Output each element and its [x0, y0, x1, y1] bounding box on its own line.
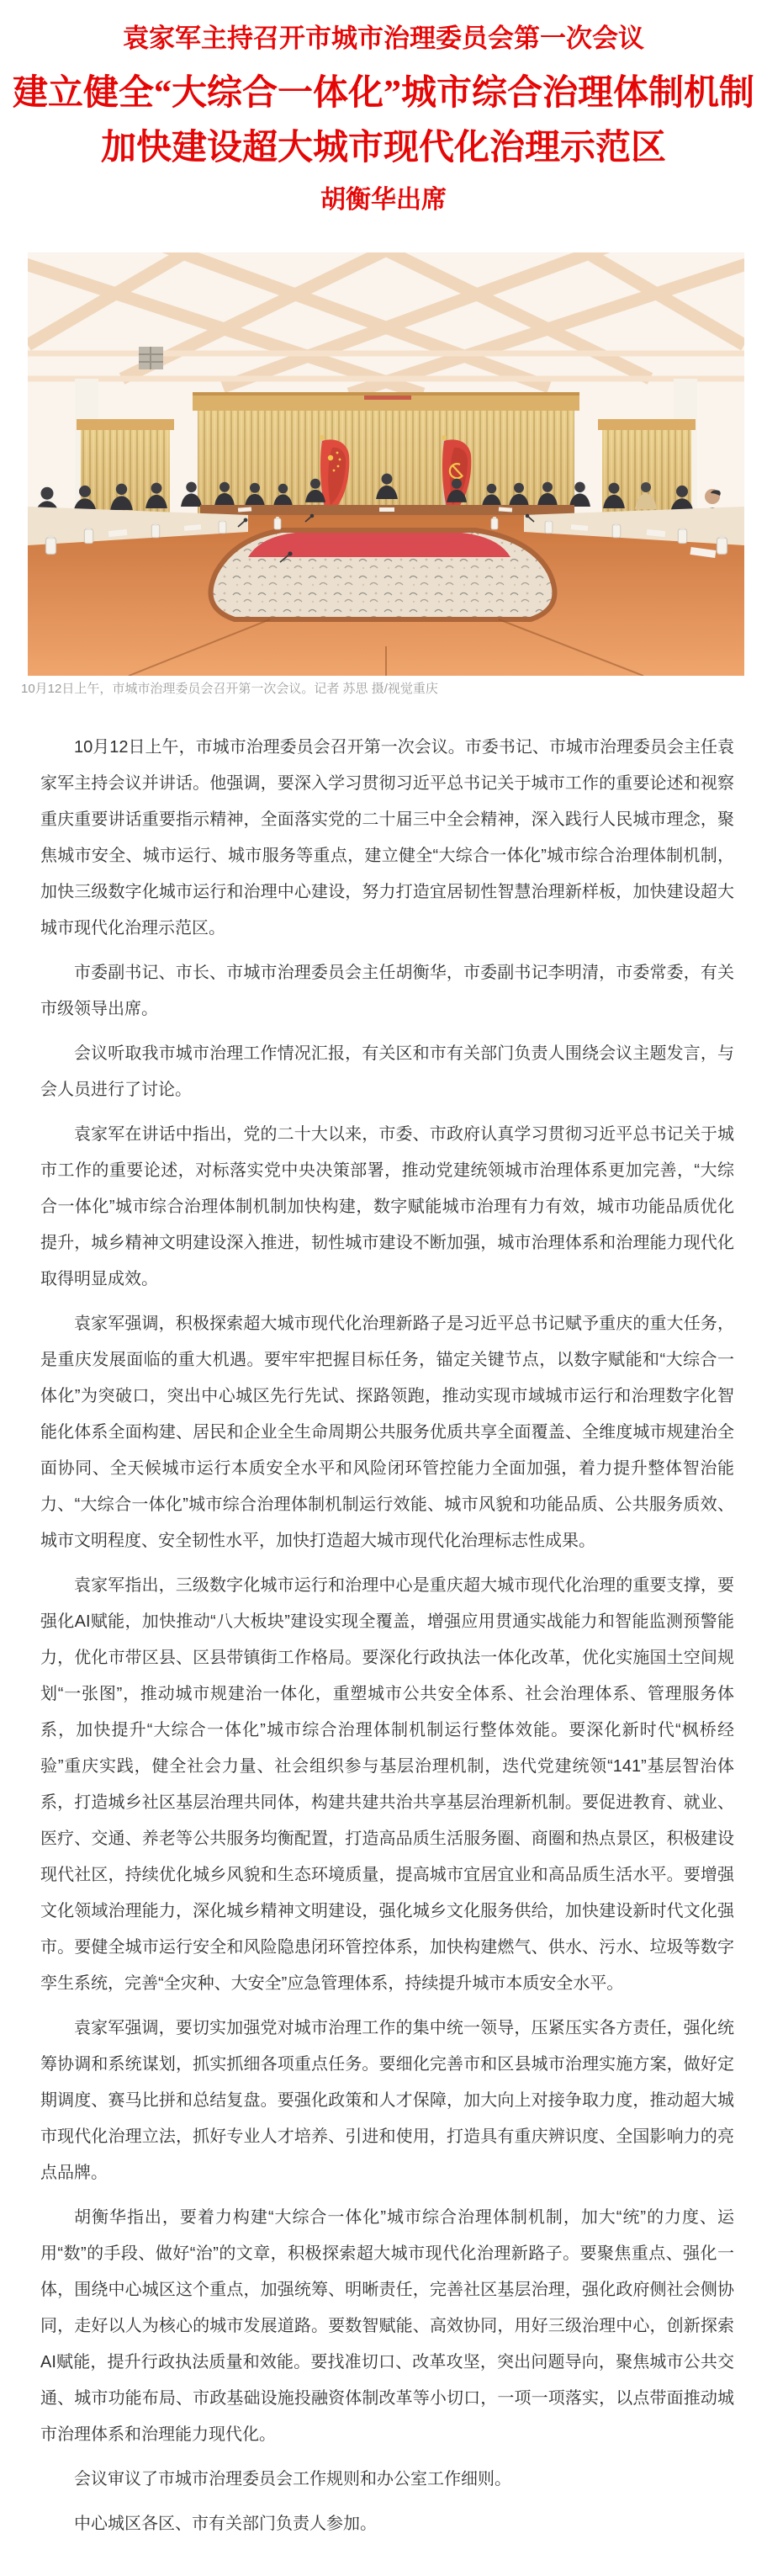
photo-caption: 10月12日上午，市城市治理委员会召开第一次会议。记者 苏思 摄/视觉重庆: [21, 682, 438, 697]
headline-block: [0, 23, 767, 215]
article-body: [0, 698, 767, 2576]
headline-line-1: 袁家军主持召开市城市治理委员会第一次会议: [123, 24, 644, 53]
paragraph-8: 胡衡华指出，要着力构建“大综合一体化”城市综合治理体制机制，加大“统”的力度、运用“数”的手段、做好“治”的文章，积极探索超大城市现代化治理新路子。要聚焦重点、强化一体，围绕中心城区这个重点，加强统筹、明晰责任，完善社区基层治理，强化政府侧社会侧协同，走好以人为核心的城市发展道路。要数智赋能、高效协同，用好三级治理中心，创新探索AI赋能，提升行政执法质量和效能。要找准切口、改革攻坚，突出问题导向，聚焦城市公共交通、城市功能布局、市政基础设施投融资体制改革等小切口，一项一项落实，以点带面推动城市治理体系和治理能力现代化。: [40, 2208, 734, 2445]
headline-line-4: 胡衡华出席: [320, 186, 447, 215]
paragraph-4: 袁家军在讲话中指出，党的二十大以来，市委、市政府认真学习贯彻习近平总书记关于城市工作的重要论述，对标落实党中央决策部署，推动党建统领城市治理体系更加完善，“大综合一体化”城市综合治理体制机制加快构建，数字赋能城市治理有力有效，城市功能品质优化提升，城乡精神文明建设深入推进，韧性城市建设不断加强，城市治理体系和治理能力现代化取得明显成效。: [40, 1125, 734, 1289]
paragraph-5: 袁家军强调，积极探索超大城市现代化治理新路子是习近平总书记赋予重庆的重大任务，是重庆发展面临的重大机遇。要牢牢把握目标任务，锚定关键节点，以数字赋能和“大综合一体化”为突破口，突出中心城区先行先试、探路领跑，推动实现市域城市运行和治理数字化智能化体系全面构建、居民和企业全生命周期公共服务优质共享全面覆盖、全维度城市规建治全面协同、全天候城市运行本质安全水平和风险闭环管控能力全面加强，着力提升整体智治能力、“大综合一体化”城市综合治理体制机制运行效能、城市风貌和功能品质、公共服务质效、城市文明程度、安全韧性水平，加快打造超大城市现代化治理标志性成果。: [40, 1315, 734, 1551]
paragraph-7: 袁家军强调，要切实加强党对城市治理工作的集中统一领导，压紧压实各方责任，强化统筹协调和系统谋划，抓实抓细各项重点任务。要细化完善市和区县城市治理实施方案，做好定期调度、赛马比拼和总结复盘。要强化政策和人才保障，加大向上对接争取力度，推动超大城市现代化治理立法，抓好专业人才培养、引进和使用，打造具有重庆辨识度、全国影响力的亮点品牌。: [40, 2019, 734, 2183]
headline-line-3: 加快建设超大城市现代化治理示范区: [100, 129, 666, 168]
paragraph-9: 会议审议了市城市治理委员会工作规则和办公室工作细则。: [74, 2470, 511, 2489]
paragraph-1: 10月12日上午，市城市治理委员会召开第一次会议。市委书记、市城市治理委员会主任袁家军主持会议并讲话。他强调，要深入学习贯彻习近平总书记关于城市工作的重要论述和视察重庆重要讲话重要指示精神，全面落实党的二十届三中全会精神，深入践行人民城市理念，聚焦城市安全、城市运行、城市服务等重点，建立健全“大综合一体化”城市综合治理体制机制，加快三级数字化城市运行和治理中心建设，努力打造宜居韧性智慧治理新样板，加快建设超大城市现代化治理示范区。: [40, 738, 734, 938]
paragraph-2: 市委副书记、市长、市城市治理委员会主任胡衡华，市委副书记李明清，市委常委，有关市级领导出席。: [40, 964, 734, 1019]
photo-tint: [28, 252, 744, 676]
headline-line-2: 建立健全“大综合一体化”城市综合治理体制机制: [12, 73, 754, 113]
meeting-photo-figure: [0, 252, 767, 698]
paragraph-3: 会议听取我市城市治理工作情况汇报，有关区和市有关部门负责人围绕会议主题发言，与会人员进行了讨论。: [40, 1044, 734, 1100]
paragraph-10: 中心城区各区、市有关部门负责人参加。: [74, 2515, 377, 2534]
paragraph-6: 袁家军指出，三级数字化城市运行和治理中心是重庆超大城市现代化治理的重要支撑，要强化AI赋能，加快推动“八大板块”建设实现全覆盖，增强应用贯通实战能力和智能监测预警能力，优化市带区县、区县带镇街工作格局。要深化行政执法一体化改革，优化实施国土空间规划“一张图”，推动城市规建治一体化，重塑城市公共安全体系、社会治理体系、管理服务体系，加快提升“大综合一体化”城市综合治理体制机制运行整体效能。要深化新时代“枫桥经验”重庆实践，健全社会力量、社会组织参与基层治理机制，迭代党建统领“141”基层智治体系，打造城乡社区基层治理共同体，构建共建共治共享基层治理新机制。要促进教育、就业、医疗、交通、养老等公共服务均衡配置，打造高品质生活服务圈、商圈和热点景区，积极建设现代社区，持续优化城乡风貌和生态环境质量，提高城市宜居宜业和高品质生活水平。要增强文化领域治理能力，深化城乡精神文明建设，强化城乡文化服务供给，加快建设新时代文化强市。要健全城市运行安全和风险隐患闭环管控体系，加快构建燃气、供水、污水、垃圾等数字孪生系统，完善“全灾种、大安全”应急管理体系，持续提升城市本质安全水平。: [40, 1576, 734, 1994]
meeting-photo: [28, 252, 744, 676]
